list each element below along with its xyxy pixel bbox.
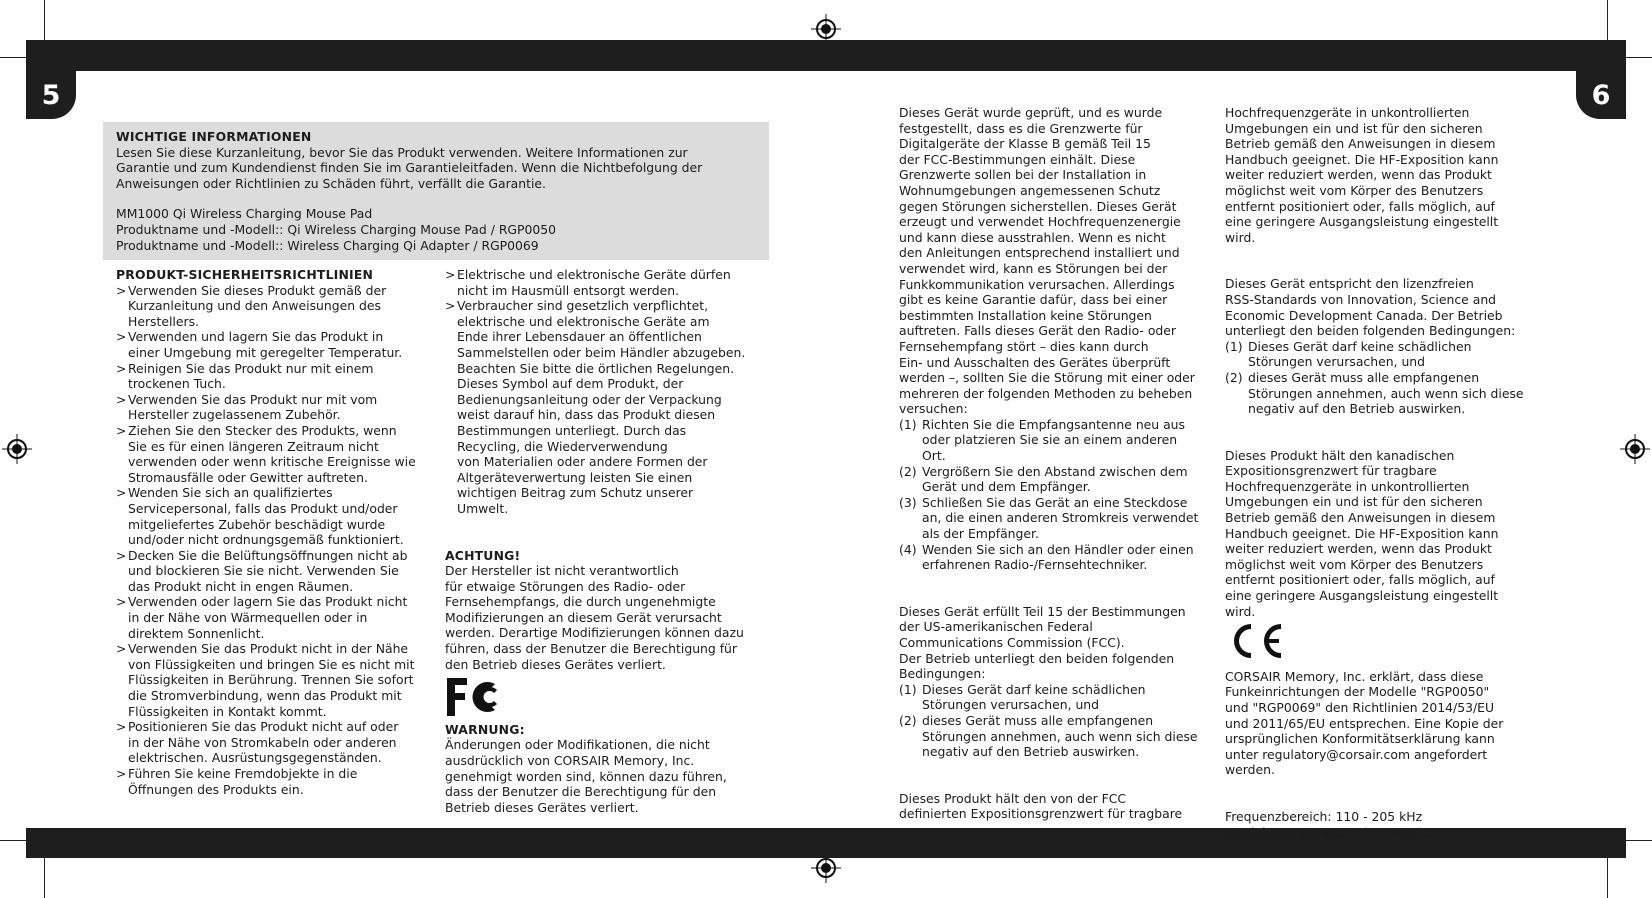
achtung-title: ACHTUNG! [445, 547, 521, 563]
fcc-statement [899, 105, 1219, 822]
list-item: > Verbraucher sind gesetzlich verpflichtet, elektrische und elektronische Geräte am Ende ihrer Lebensdauer an öffentlichen Sammelstellen oder beim Händler abzugeben. Beachten Sie bitte die örtlichen Regelungen. Dieses Symbol auf dem Produkt, der Bedienungsanleitung oder der Verpackung weist darauf hin, dass das Produkt diesen Bestimmungen unterliegt. Durch das Recycling, die Wiederverwendung von Materialien oder andere Formen der Altgeräteverwertung leisten Sie einen wichtigen Beitrag zum Schutz unserer Umwelt. [445, 298, 765, 516]
header-bar [26, 40, 1626, 71]
warnung-text: Änderungen oder Modifikationen, die nicht ausdrücklich von CORSAIR Memory, Inc. genehmigt worden sind, können dazu führen, dass der Benutzer die Berechtigung für den Betrieb dieses Gerätes verliert. [445, 737, 727, 815]
list-item: > Verwenden oder lagern Sie das Produkt nicht in der Nähe von Wärmequellen oder in direktem Sonnenlicht. [116, 594, 431, 641]
product-info [116, 206, 766, 253]
list-item: > Decken Sie die Belüftungsöffnungen nicht ab und blockieren Sie sie nicht. Verwenden Sie das Produkt nicht in engen Räumen. [116, 548, 431, 595]
list-item: (1) Richten Sie die Empfangsantenne neu aus oder platzieren Sie sie an einem anderen Ort. [899, 416, 1185, 464]
achtung-text: Der Hersteller ist nicht verantwortlich für etwaige Störungen des Radio- oder Fernsehempfangs, die durch ungenehmigte Modifizierungen an diesem Gerät verursacht werden. Derartige Modifizierungen können dazu führen, dass der Benutzer die Berechtigung für den Betrieb dieses Gerätes verliert. [445, 563, 744, 672]
list-item: (3) Schließen Sie das Gerät an eine Steckdose an, die einen anderen Stromkreis verwendet als der Empfänger. [899, 494, 1199, 542]
fcc-part15-paragraph: Dieses Gerät erfüllt Teil 15 der Bestimmungen der US-amerikanischen Federal Communications Commission (FCC). Der Betrieb unterliegt den beiden folgenden Bedingungen: [899, 603, 1186, 682]
list-item: > Positionieren Sie das Produkt nicht auf oder in der Nähe von Stromkabeln oder anderen elektrischen. Ausrüstungsgegenständen. [116, 719, 431, 766]
list-item: > Wenden Sie sich an qualifiziertes Servicepersonal, falls das Produkt und/oder mitgeliefertes Zubehör beschädigt wurde und/oder nicht ordnungsgemäß funktioniert. [116, 485, 431, 547]
list-item: > Verwenden Sie das Produkt nicht in der Nähe von Flüssigkeiten und bringen Sie es nicht mit Flüssigkeiten in Berührung. Trennen Sie sofort die Stromverbindung, wenn das Produkt mit Flüssigkeiten in Kontakt kommt. [116, 641, 431, 719]
text-line: Garantie und zum Kundendienst finden Sie im Garantieleitfaden. Wenn die Nichtbefolgung der [116, 160, 703, 176]
list-item: (2) dieses Gerät muss alle empfangenen Störungen annehmen, auch wenn sich diese negativ auf den Betrieb auswirken. [899, 712, 1198, 760]
rss-paragraph: Dieses Gerät entspricht den lizenzfreien RSS-Standards von Innovation, Science and Economic Development Canada. Der Betrieb unterliegt den beiden folgenden Bedingungen: [1225, 276, 1516, 339]
registration-mark-icon [1620, 434, 1650, 464]
safety-guidelines [116, 267, 431, 797]
fcc-exposure-paragraph: Dieses Produkt hält den von der FCC definierten Expositionsgrenzwert für tragbare [899, 790, 1183, 822]
list-item: > Ziehen Sie den Stecker des Produkts, wenn Sie es für einen längeren Zeitraum nicht verwenden oder wenn kritische Ereignisse wie Stromausfälle oder Gewitter auftreten. [116, 423, 431, 485]
list-item: > Verwenden Sie das Produkt nur mit vom Hersteller zugelassenem Zubehör. [116, 392, 431, 423]
warnung-title: WARNUNG: [445, 721, 525, 737]
rss-conditions-list [1225, 339, 1545, 417]
text-line: MM1000 Qi Wireless Charging Mouse Pad [116, 206, 373, 222]
canada-exposure-paragraph: Dieses Produkt hält den kanadischen Expositionsgrenzwert für tragbare Hochfrequenzgeräte in unkontrollierten Umgebungen ein und ist für den sicheren Betrieb gemäß den Anweisungen in diesem Handbuch geeignet. Die HF-Exposition kann weiter reduziert werden, wenn das Produkt möglichst weit vom Körper des Benutzers entfernt positioniert oder, falls möglich, auf eine geringere Ausgangsleistung eingestellt wird. [1225, 447, 1499, 619]
fcc-paragraph: Dieses Gerät wurde geprüft, und es wurde festgestellt, dass es die Grenzwerte für Digitalgeräte der Klasse B gemäß Teil 15 der FCC-Bestimmungen einhält. Diese Grenzwerte sollen bei der Installation in Wohnumgebungen angemessenen Schutz gegen Störungen sicherstellen. Dieses Gerät erzeugt und verwendet Hochfrequenzenergie und kann diese ausstrahlen. Wenn es nicht den Anleitungen entsprechend installiert und verwendet wird, kann es Störungen bei der Funkkommunikation verursachen. Allerdings gibt es keine Garantie dafür, dass bei einer bestimmten Installation keine Störungen auftreten. Falls dieses Gerät den Radio- oder Fernsehempfang stört – dies kann durch Ein- und Ausschalten des Gerätes überprüft werden –, sollten Sie die Störung mit einer oder mehreren der folgenden Methoden zu beheben versuchen: [899, 105, 1195, 417]
page-number-right: 6 [1576, 71, 1626, 119]
exposure-paragraph: Hochfrequenzgeräte in unkontrollierten Umgebungen ein und ist für den sicheren Betrieb gemäß den Anweisungen in diesem Handbuch geeignet. Die HF-Exposition kann weiter reduziert werden, wenn das Produkt möglichst weit vom Körper des Benutzers entfernt positioniert oder, falls möglich, auf eine geringere Ausgangsleistung eingestellt wird. [1225, 105, 1499, 245]
text-line: Produktname und -Modell:: Qi Wireless Charging Mouse Pad / RGP0050 [116, 221, 557, 237]
text-line: Anweisungen oder Richtlinien zu Schäden führt, verfällt die Garantie. [116, 175, 546, 191]
specs-paragraph: Frequenzbereich: 110 - 205 kHz Betriebstemperatur: 0°C - +40°C [1225, 808, 1431, 840]
list-item: > Verwenden Sie dieses Produkt gemäß der Kurzanleitung und den Anweisungen des Herstellers. [116, 283, 431, 330]
fcc-measures-list [899, 417, 1219, 573]
list-item: (1) Dieses Gerät darf keine schädlichen Störungen verursachen, und [1225, 338, 1472, 370]
safety-title: PRODUKT-SICHERHEITSRICHTLINIEN [116, 267, 374, 282]
ce-logo-icon [1225, 621, 1283, 661]
important-info-box [103, 122, 769, 260]
fcc-logo-icon [445, 676, 501, 718]
text-line: Produktname und -Modell:: Wireless Charging Qi Adapter / RGP0069 [116, 237, 539, 253]
fcc-conditions-list [899, 682, 1219, 760]
canada-and-ce-statement [1225, 105, 1545, 840]
list-item: > Verwenden und lagern Sie das Produkt in einer Umgebung mit geregelter Temperatur. [116, 329, 431, 360]
list-item: (2) Vergrößern Sie den Abstand zwischen dem Gerät und dem Empfänger. [899, 463, 1188, 495]
list-item: > Reinigen Sie das Produkt nur mit einem trockenen Tuch. [116, 361, 431, 392]
list-item: > Führen Sie keine Fremdobjekte in die Öffnungen des Produkts ein. [116, 766, 431, 797]
important-info-title: WICHTIGE INFORMATIONEN [116, 129, 312, 144]
disposal-and-warnings [445, 267, 765, 815]
text-line: Lesen Sie diese Kurzanleitung, bevor Sie das Produkt verwenden. Weitere Informationen zur [116, 144, 688, 160]
list-item: (1) Dieses Gerät darf keine schädlichen Störungen verursachen, und [899, 681, 1146, 713]
list-item: (4) Wenden Sie sich an den Händler oder einen erfahrenen Radio-/Fernsehtechniker. [899, 541, 1194, 573]
important-info-intro [116, 145, 766, 192]
list-item: > Elektrische und elektronische Geräte dürfen nicht im Hausmüll entsorgt werden. [445, 267, 765, 298]
registration-mark-icon [2, 434, 32, 464]
ce-declaration-paragraph: CORSAIR Memory, Inc. erklärt, dass diese Funkeinrichtungen der Modelle "RGP0050" und "RGP0069" den Richtlinien 2014/53/EU und 2011/65/EU entsprechen. Eine Kopie der ursprünglichen Konformitätserklärung kann unter regulatory@corsair.com angefordert werden. [1225, 668, 1504, 778]
list-item: (2) dieses Gerät muss alle empfangenen Störungen annehmen, auch wenn sich diese negativ auf den Betrieb auswirken. [1225, 369, 1524, 417]
page-number-left: 5 [26, 71, 76, 119]
